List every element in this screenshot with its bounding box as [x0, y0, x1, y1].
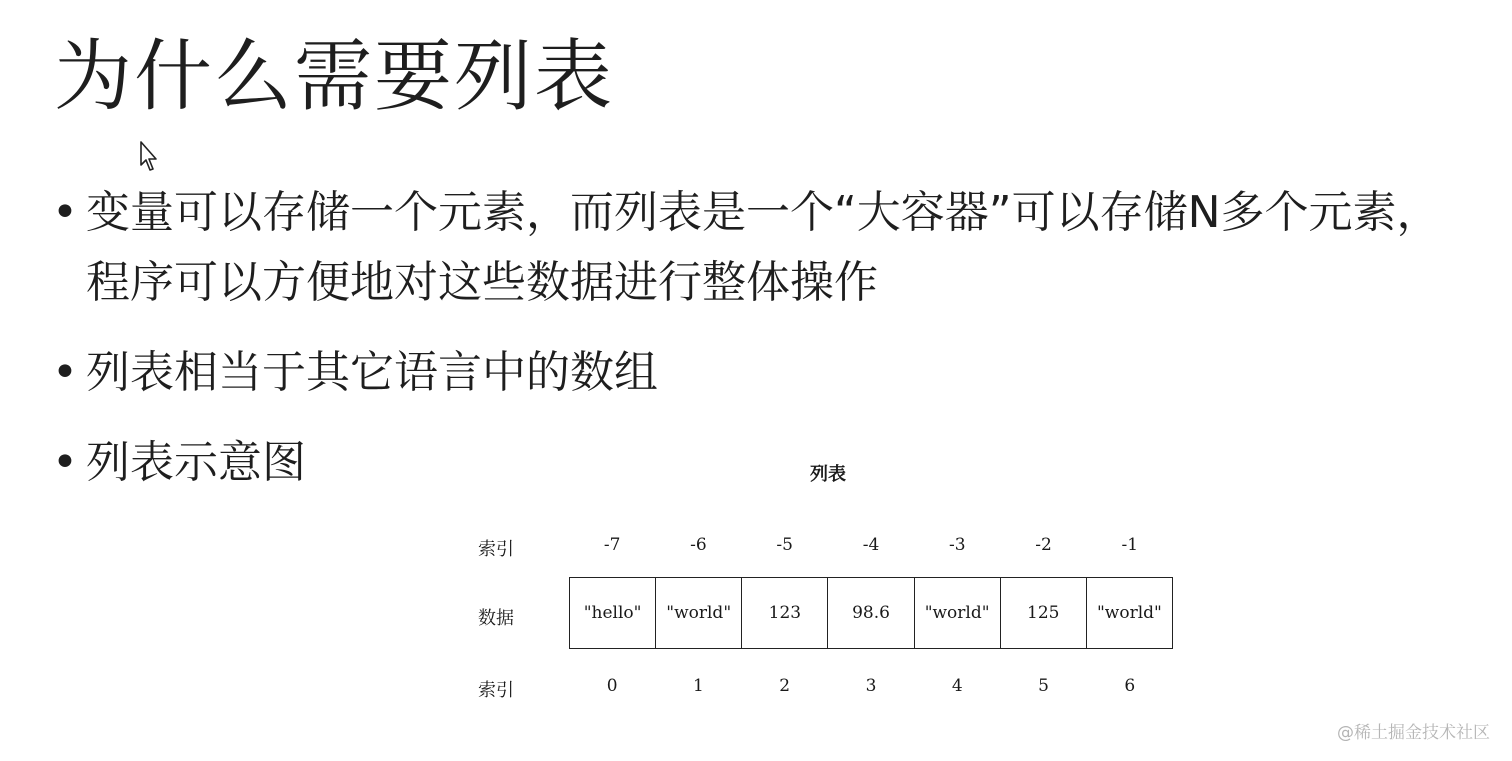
- data-cell: "hello": [570, 578, 656, 648]
- data-cell: 98.6: [828, 578, 914, 648]
- pos-index: 3: [865, 676, 877, 696]
- bullet-dot: •: [52, 347, 78, 398]
- data-label: 数据: [478, 608, 514, 629]
- bullet-dot: •: [52, 437, 78, 488]
- bullet-item: [52, 338, 1472, 408]
- data-cell: "world": [656, 578, 742, 648]
- data-cell: "world": [1096, 603, 1162, 623]
- neg-index: -4: [862, 535, 880, 555]
- pos-index-row: [569, 676, 1173, 696]
- mouse-pointer-icon: [140, 141, 160, 173]
- neg-index: -7: [603, 535, 621, 555]
- bullet-dot: •: [52, 187, 78, 238]
- pos-index: 5: [1038, 676, 1049, 696]
- pos-index: 4: [951, 676, 963, 696]
- data-cell: "world": [915, 578, 1001, 648]
- data-cell: 125: [1001, 578, 1087, 648]
- bullet-text: 变量可以存储一个元素，而列表是一个“大容器”可以存储N多个元素，程序可以方便地对这些数据进行整体操作: [86, 187, 1441, 308]
- neg-index-row: [569, 535, 1173, 555]
- pos-index: 0: [606, 676, 618, 696]
- watermark: @稀土掘金技术社区: [1337, 723, 1490, 743]
- neg-index: -3: [948, 535, 966, 555]
- neg-index: -1: [1121, 535, 1139, 555]
- bullet-text: 列表相当于其它语言中的数组: [86, 347, 658, 398]
- bullet-text: 列表示意图: [86, 437, 306, 488]
- bullet-item: [52, 428, 1472, 498]
- pos-index-label: 索引: [478, 680, 514, 701]
- data-cells: [569, 577, 1173, 649]
- bullet-item: [52, 178, 1472, 318]
- pos-index: 1: [693, 676, 704, 696]
- pos-index: 2: [779, 676, 791, 696]
- neg-index-label: 索引: [478, 539, 514, 560]
- neg-index: -2: [1035, 535, 1052, 555]
- bullet-list: [52, 178, 1472, 498]
- pos-index: 6: [1124, 676, 1136, 696]
- neg-index: -5: [776, 535, 793, 555]
- neg-index: -6: [690, 535, 707, 555]
- page-title: 为什么需要列表: [54, 32, 615, 122]
- diagram-title: 列表: [810, 464, 846, 485]
- data-cell: 123: [742, 578, 828, 648]
